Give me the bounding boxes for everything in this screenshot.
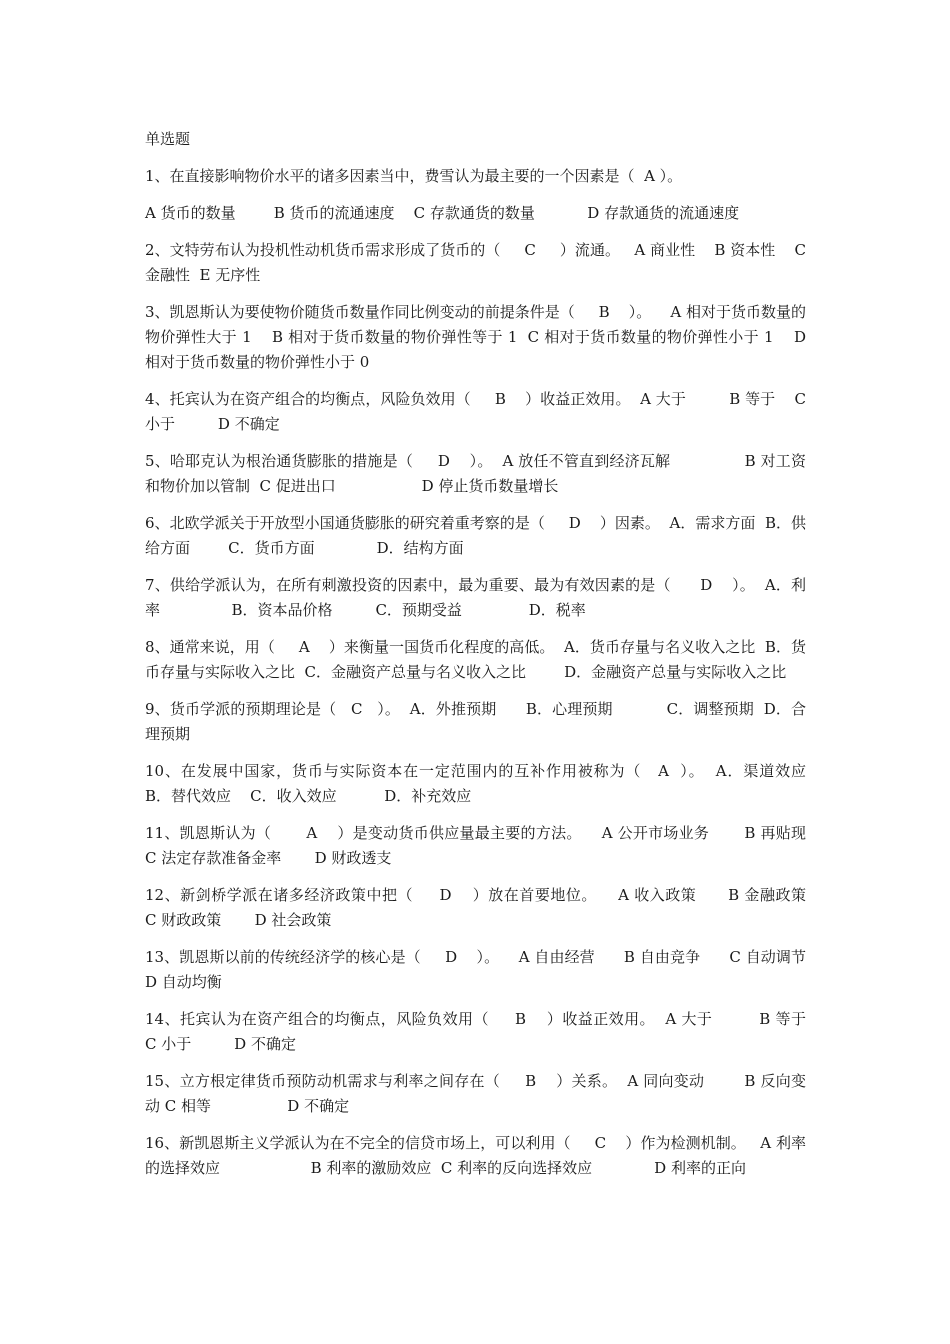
question-7: 7、供给学派认为，在所有刺激投资的因素中，最为重要、最为有效因素的是（ D ）。 A．利率 B．资本品价格 C．预期受益 D．税率 — [145, 576, 806, 619]
section-heading: 单选题 — [145, 130, 191, 148]
question-12: 12、新剑桥学派在诸多经济政策中把（ D ）放在首要地位。 A 收入政策 B 金融政策 C 财政政策 D 社会政策 — [145, 886, 835, 929]
document-page — [145, 127, 854, 1193]
question-5: 5、哈耶克认为根治通货膨胀的措施是（ D ）。 A 放任不管直到经济瓦解 B 对工资和物价加以管制 C 促进出口 D 停止货币数量增长 — [145, 452, 806, 495]
question-14: 14、托宾认为在资产组合的均衡点，风险负效用（ B ）收益正效用。 A 大于 B 等于 C 小于 D 不确定 — [145, 1010, 826, 1053]
question-3: 3、凯恩斯认为要使物价随货币数量作同比例变动的前提条件是（ B ）。 A 相对于货币数量的物价弹性大于 1 B 相对于货币数量的物价弹性等于 1 C 相对于货币数量的物价弹性小于 1 D 相对于货币数量的物价弹性小于 0 — [145, 303, 811, 371]
question-6: 6、北欧学派关于开放型小国通货膨胀的研究着重考察的是（ D ）因素。 A．需求方面 B．供给方面 C．货币方面 D．结构方面 — [145, 514, 806, 557]
question-13: 13、凯恩斯以前的传统经济学的核心是（ D ）。 A 自由经营 B 自由竞争 C 自动调节 D 自动均衡 — [145, 948, 830, 991]
question-9: 9、货币学派的预期理论是（ C ）。 A．外推预期 B．心理预期 C．调整预期 D．合理预期 — [145, 700, 806, 743]
question-4: 4、托宾认为在资产组合的均衡点，风险负效用（ B ）收益正效用。 A 大于 B 等于 C 小于 D 不确定 — [145, 390, 811, 433]
question-15: 15、立方根定律货币预防动机需求与利率之间存在（ B ）关系。 A 同向变动 B 反向变动 C 相等 D 不确定 — [145, 1072, 806, 1115]
question-1: 1、在直接影响物价水平的诸多因素当中，费雪认为最主要的一个因素是（ A ）。 — [145, 167, 683, 185]
question-2: 2、文特劳布认为投机性动机货币需求形成了货币的（ C ）流通。 A 商业性 B 资本性 C 金融性 E 无序性 — [145, 241, 811, 284]
question-10: 10、在发展中国家，货币与实际资本在一定范围内的互补作用被称为（ A ）。 A．渠道效应 B．替代效应 C．收入效应 D．补充效应 — [145, 762, 854, 805]
question-16: 16、新凯恩斯主义学派认为在不完全的信贷市场上，可以利用（ C ）作为检测机制。 A 利率的选择效应 B 利率的激励效应 C 利率的反向选择效应 D 利率的正向 — [145, 1134, 806, 1177]
question-11: 11、凯恩斯认为（ A ）是变动货币供应量最主要的方法。 A 公开市场业务 B 再贴现 C 法定存款准备金率 D 财政透支 — [145, 824, 835, 867]
question-8: 8、通常来说，用（ A ）来衡量一国货币化程度的高低。 A．货币存量与名义收入之比 B．货币存量与实际收入之比 C．金融资产总量与名义收入之比 D．金融资产总量与实际收入之比 — [145, 638, 806, 681]
question-1-options: A 货币的数量 B 货币的流通速度 C 存款通货的数量 D 存款通货的流通速度 — [145, 204, 740, 222]
